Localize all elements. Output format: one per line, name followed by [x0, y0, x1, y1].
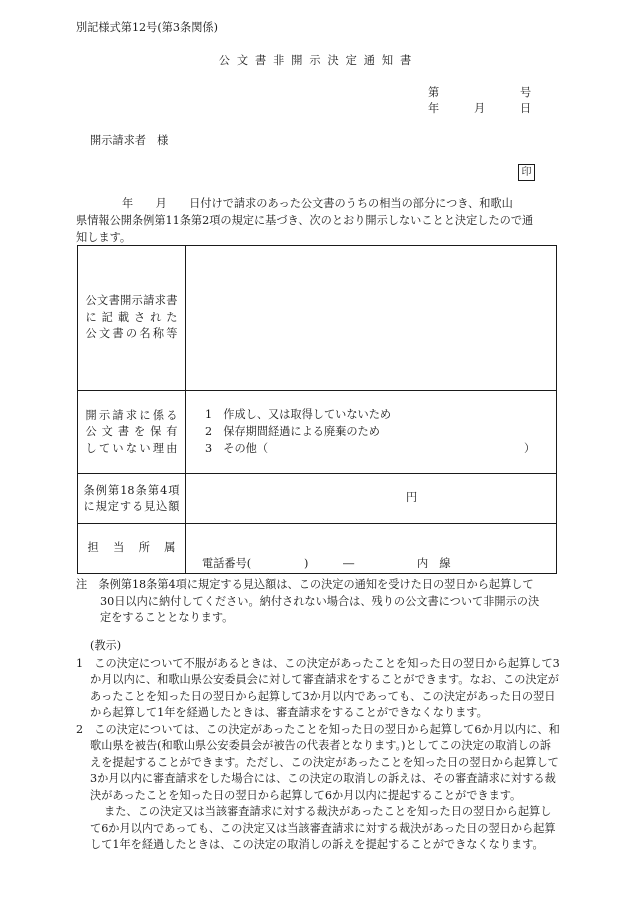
document-name-field[interactable]: [186, 246, 556, 390]
table-row-document-name: [78, 246, 556, 390]
instructions-section: [76, 638, 560, 854]
intro-line: 県情報公開条例第11条第2項の規定に基づき、次のとおり開示しないことと決定したので通: [76, 214, 534, 227]
form-id: 別記様式第12号(第3条関係): [76, 21, 218, 34]
reason-options: [186, 391, 556, 474]
reason-option-2: 2 保存期間経過による廃棄のため: [205, 425, 380, 438]
fee-note: [76, 577, 560, 627]
estimate-field[interactable]: [186, 474, 556, 524]
extension-label: 内 線: [417, 557, 451, 570]
label-line: 公文書開示請求書: [85, 294, 178, 308]
reason-close-paren: ）: [524, 442, 536, 455]
note-line: 定をすることとなります。: [100, 611, 234, 624]
label-line: 開示請求に係る: [85, 408, 178, 422]
date-month: 月: [474, 102, 486, 115]
department-field[interactable]: [186, 524, 556, 573]
row-label: [78, 524, 185, 573]
date-year: 年: [428, 102, 440, 115]
intro-line: 知します。: [76, 231, 132, 244]
label-line: 担 当 所 属: [87, 541, 176, 555]
intro-paragraph: [76, 195, 560, 246]
label-line: に規定する見込額: [83, 500, 180, 513]
requester-line: 開示請求者 様: [90, 134, 169, 147]
instruction-item-2-continued: また、この決定又は当該審査請求に対する裁決があったことを知った日の翌日から起算して6か月以内であっても、この決定又は当該審査請求に対する裁決があった日の翌日から起算して1年を経過したときは、この決定の取消しの訴えを提起することができなくなります。: [90, 805, 556, 851]
reason-option-3: 3 その他（: [205, 442, 269, 455]
label-line: 公文書を保有: [85, 425, 178, 439]
row-label: [78, 391, 185, 474]
instruction-item-1: 1 この決定について不服があるときは、この決定があったことを知った日の翌日から起算して3か月以内に、和歌山県公安委員会に対して審査請求をすることができます。なお、この決定があったことを知った日の翌日から起算して3か月以内であっても、この決定があった日の翌日から起算して1年を経過したときは、審査請求をすることができなくなります。: [76, 656, 560, 719]
instructions-heading: (教示): [90, 639, 122, 652]
phone-label: 電話番号(: [202, 557, 252, 570]
yen-unit: 円: [406, 491, 418, 504]
label-line: に記載された: [85, 310, 178, 324]
label-line: していない理由: [85, 441, 178, 455]
row-label: [78, 474, 185, 524]
table-row-estimate: [78, 473, 556, 524]
label-line: 条例第18条第4項: [83, 483, 180, 497]
reason-option-1: 1 作成し、又は取得していないため: [205, 408, 392, 421]
number-suffix: 号: [520, 86, 532, 99]
intro-line: 年 月 日付けで請求のあった公文書のうちの相当の部分につき、和歌山: [122, 197, 513, 210]
row-label: [78, 246, 185, 390]
instruction-item-2: 2 この決定については、この決定があったことを知った日の翌日から起算して6か月以内に、和歌山県を被告(和歌山県公安委員会が被告の代表者となります。)としてこの決定の取消しの訴えを提起することができます。ただし、この決定があったことを知った日の翌日から起算して3か月以内に審査請求をした場合には、この決定の取消しの訴えは、その審査請求に対する裁決があったことを知った日の翌日から起算して6か月以内に提起することができます。: [76, 722, 560, 802]
decision-table: [77, 245, 557, 574]
note-line: 30日以内に納付してください。納付されない場合は、残りの公文書について非開示の決: [100, 594, 540, 608]
date-day: 日: [520, 102, 532, 115]
label-line: 公文書の名称等: [85, 327, 178, 341]
table-row-department: [78, 523, 556, 573]
number-prefix: 第: [428, 86, 440, 99]
note-line: 注 条例第18条第4項に規定する見込額は、この決定の通知を受けた日の翌日から起算して: [76, 578, 534, 591]
seal-mark: 印: [518, 164, 535, 181]
document-title: 公文書非開示決定通知書: [218, 54, 419, 67]
phone-dash: ―: [343, 557, 355, 570]
table-row-reason: [78, 390, 556, 474]
phone-close: ): [304, 557, 309, 570]
